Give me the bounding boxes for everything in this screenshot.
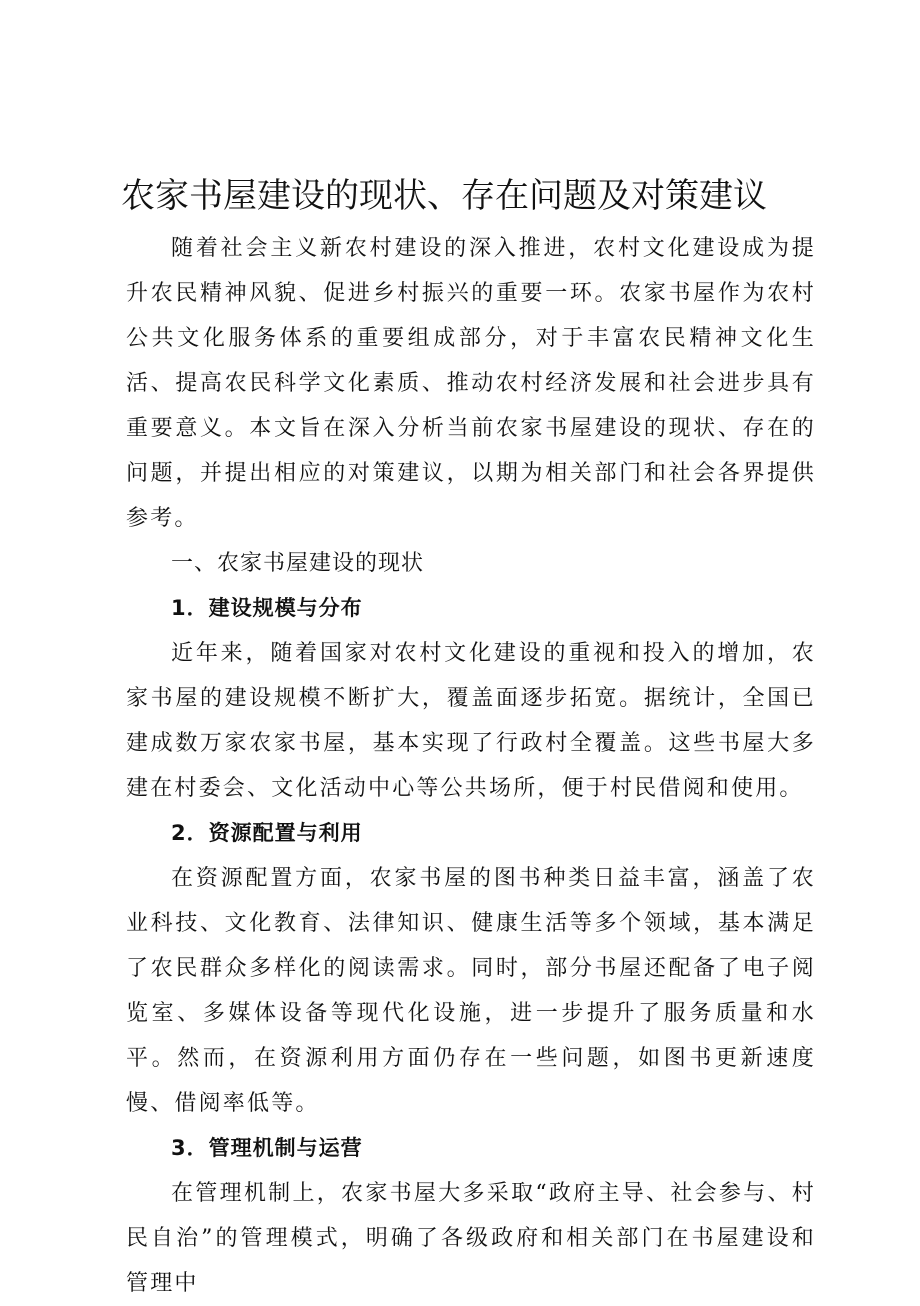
subsection-paragraph-resources: 在资源配置方面，农家书屋的图书种类日益丰富，涵盖了农业科技、文化教育、法律知识、健康生活等多个领域，基本满足了农民群众多样化的阅读需求。同时，部分书屋还配备了电子阅览室、多媒体设备等现代化设施，进一步提升了服务质量和水平。然而，在资源利用方面仍存在一些问题，如图书更新速度慢、借阅率低等。: [126, 866, 816, 1116]
document-body: [126, 226, 816, 1306]
subsection-heading-scale: 1．建设规模与分布: [171, 596, 363, 620]
document-title: 农家书屋建设的现状、存在问题及对策建议: [121, 176, 767, 216]
section-heading-status: 一、农家书屋建设的现状: [171, 551, 425, 576]
subsection-heading-resources: 2．资源配置与利用: [171, 821, 363, 845]
subsection-heading-management: 3．管理机制与运营: [171, 1136, 363, 1160]
subsection-paragraph-scale: 近年来，随着国家对农村文化建设的重视和投入的增加，农家书屋的建设规模不断扩大，覆盖面逐步拓宽。据统计，全国已建成数万家农家书屋，基本实现了行政村全覆盖。这些书屋大多建在村委会、文化活动中心等公共场所，便于村民借阅和使用。: [126, 641, 816, 801]
subsection-paragraph-management: 在管理机制上，农家书屋大多采取“政府主导、社会参与、村民自治”的管理模式，明确了各级政府和相关部门在书屋建设和管理中: [126, 1181, 816, 1296]
intro-paragraph: 随着社会主义新农村建设的深入推进，农村文化建设成为提升农民精神风貌、促进乡村振兴的重要一环。农家书屋作为农村公共文化服务体系的重要组成部分，对于丰富农民精神文化生活、提高农民科学文化素质、推动农村经济发展和社会进步具有重要意义。本文旨在深入分析当前农家书屋建设的现状、存在的问题，并提出相应的对策建议，以期为相关部门和社会各界提供参考。: [126, 236, 816, 531]
